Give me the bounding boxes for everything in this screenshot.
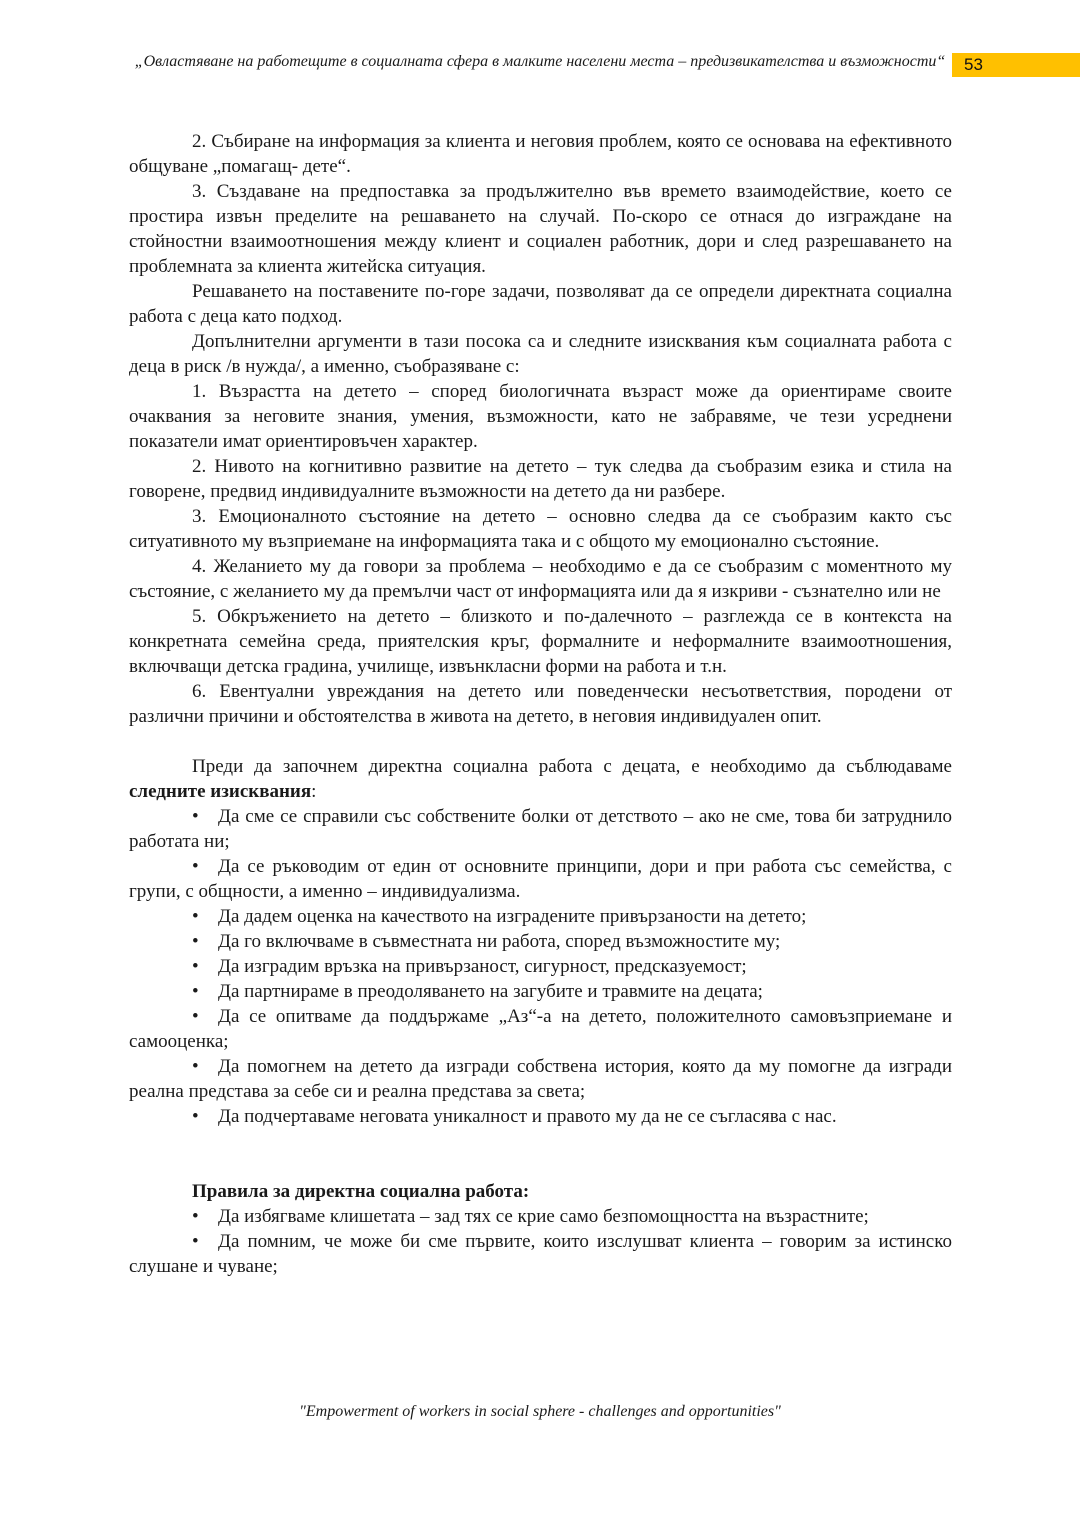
list-item-disabilities: 6. Евентуални увреждания на детето или поведенчески несъответствия, породени от различни причини и обстоятелства в живота на детето, в неговия индивидуален опит. (129, 681, 952, 727)
bullet-item (129, 1104, 952, 1129)
paragraph-conclusion: Решаването на поставените по-горе задачи, позволяват да се определи директната социална работа с деца като подход. (129, 281, 952, 327)
bullet-item (129, 1229, 952, 1279)
list-item-age: 1. Възрастта на детето – според биологичната възраст може да ориентираме своите очаквания за неговите знания, умения, възможности, като не забравяме, че тези усреднени показатели имат ориентировъчен характер. (129, 381, 952, 452)
bullet-item (129, 954, 952, 979)
bullet-icon: • (192, 956, 199, 977)
bullet-icon: • (192, 1056, 199, 1077)
bullet-item (129, 979, 952, 1004)
requirements-intro-colon: : (311, 781, 317, 802)
bullet-item-text: Да помогнем на детето да изгради собствена история, която да му помогне да изгради реална представа за себе си и реална представа за света; (129, 1056, 952, 1102)
bullet-icon: • (192, 1106, 199, 1127)
bullet-icon: • (192, 1006, 199, 1027)
bullet-icon: • (192, 931, 199, 952)
list-item-cognitive: 2. Нивото на когнитивно развитие на детето – тук следва да съобразим езика и стила на говорене, предвид индивидуалните възможности на детето да ни разбере. (129, 456, 952, 502)
paragraph-item-2: 2. Събиране на информация за клиента и неговия проблем, която се основава на ефективното общуване „помагащ- дете“. (129, 131, 952, 177)
bullet-item-text: Да избягваме клишетата – зад тях се крие само безпомощността на възрастните; (218, 1206, 869, 1227)
bullet-icon: • (192, 806, 199, 827)
page-number-badge: 53 (952, 53, 1080, 77)
page-header-title: „Овластяване на работещите в социалната сфера в малките населени места – предизвикателства и възможности“ (134, 53, 946, 70)
bullet-item-text: Да сме се справили със собствените болки от детството – ако не сме, това би затруднило работата ни; (129, 806, 952, 852)
page-footer-title: "Empowerment of workers in social sphere - challenges and opportunities" (299, 1403, 781, 1420)
bullet-item (129, 1204, 952, 1229)
bullet-icon: • (192, 1206, 199, 1227)
bullet-item (129, 904, 952, 929)
bullet-item-text: Да се ръководим от един от основните принципи, дори и при работа със семейства, с групи, с общности, а именно – индивидуализма. (129, 856, 952, 902)
paragraph-requirements-intro (129, 754, 952, 804)
requirements-intro-text: Преди да започнем директна социална работа с децата, е необходимо да съблюдаваме (192, 756, 952, 777)
document-body (129, 129, 952, 1279)
list-item-emotional: 3. Емоционалното състояние на детето – основно следва да се съобразим както със ситуативното му възприемане на информацията така и с общото му емоционално състояние. (129, 506, 952, 552)
bullet-item-text: Да подчертаваме неговата уникалност и правото му да не се съгласява с нас. (218, 1106, 837, 1127)
paragraph-arguments: Допълнителни аргументи в тази посока са и следните изисквания към социалната работа с деца в риск /в нужда/, а именно, съобразяване с: (129, 331, 952, 377)
bullet-item-text: Да партнираме в преодоляването на загубите и травмите на децата; (218, 981, 763, 1002)
bullet-icon: • (192, 906, 199, 927)
bullet-item-text: Да се опитваме да поддържаме „Аз“-а на детето, положителното самовъзприемане и самооценка; (129, 1006, 952, 1052)
bullet-item (129, 1054, 952, 1104)
bullet-icon: • (192, 981, 199, 1002)
bullet-item (129, 854, 952, 904)
list-item-willingness: 4. Желанието му да говори за проблема – необходимо е да се съобразим с моментното му състояние, с желанието му да премълчи част от информацията или да я изкриви - съзнателно или не (129, 556, 952, 602)
bullet-icon: • (192, 856, 199, 877)
bullet-item-text: Да дадем оценка на качеството на изградените привързаности на детето; (218, 906, 807, 927)
bullet-item-text: Да го включваме в съвместната ни работа, според възможностите му; (218, 931, 781, 952)
bullet-item (129, 804, 952, 854)
bullet-icon: • (192, 1231, 199, 1252)
rules-heading: Правила за директна социална работа: (192, 1181, 530, 1202)
list-item-environment: 5. Обкръжението на детето – близкото и по-далечното – разглежда се в контекста на конкретната семейна среда, приятелския кръг, формалните и неформалните взаимоотношения, включващи детска градина, училище, извънкласни форми на работа и т.н. (129, 606, 952, 677)
bullet-item-text: Да изградим връзка на привързаност, сигурност, предсказуемост; (218, 956, 747, 977)
requirements-intro-bold: следните изисквания (129, 781, 312, 802)
bullet-item (129, 929, 952, 954)
bullet-item (129, 1004, 952, 1054)
bullet-item-text: Да помним, че може би сме първите, които изслушват клиента – говорим за истинско слушане и чуване; (129, 1231, 952, 1277)
paragraph-item-3: 3. Създаване на предпоставка за продължително във времето взаимодействие, което се простира извън пределите на решаването на случай. По-скоро се отнася до изграждане на стойностни взаимоотношения между клиент и социален работник, дори и след разрешаването на проблемната за клиента житейска ситуация. (129, 181, 952, 277)
